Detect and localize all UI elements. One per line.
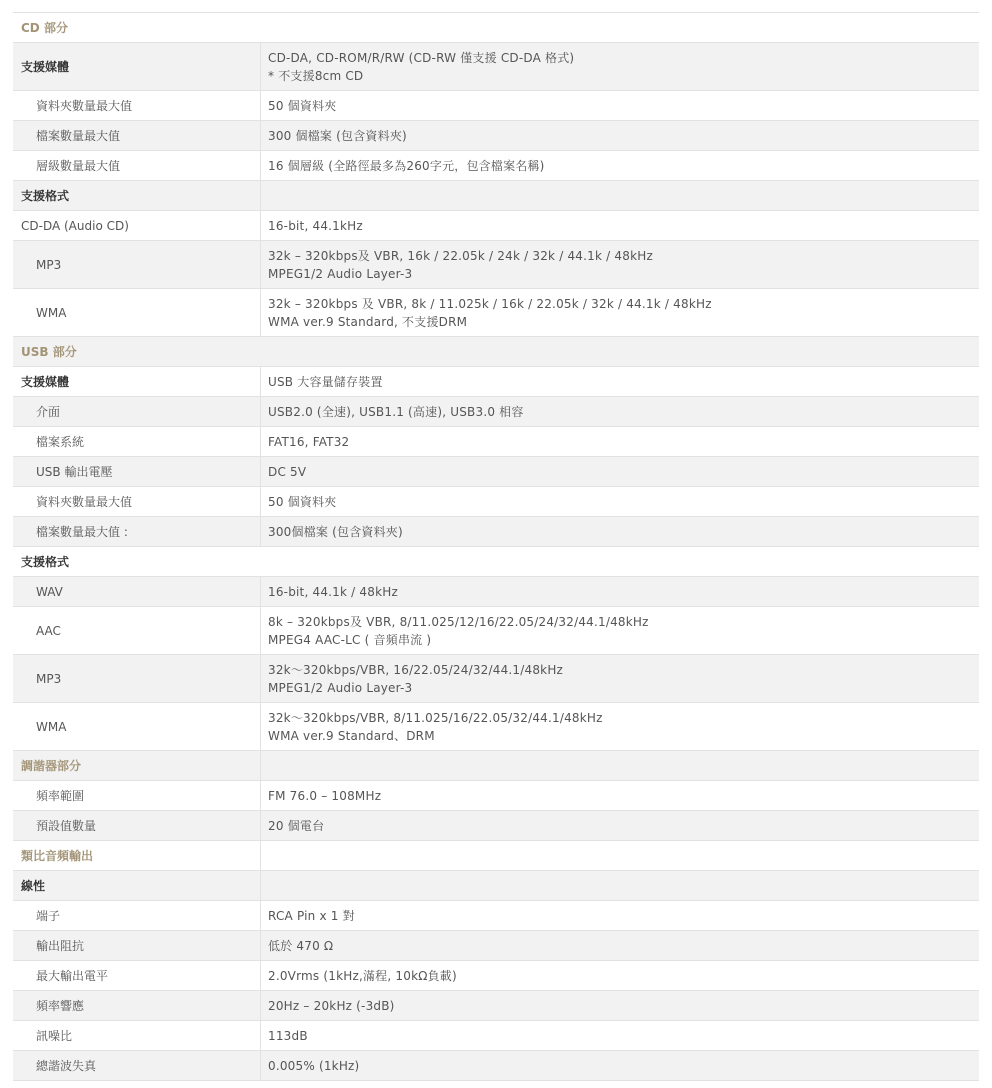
spec-value [260, 211, 979, 240]
spec-label: CD-DA (Audio CD) [21, 218, 129, 233]
spec-label: 頻率響應 [36, 998, 85, 1013]
spec-value-line: 16-bit, 44.1k / 48kHz [268, 584, 398, 599]
spec-row [13, 397, 979, 427]
spec-label: 線性 [21, 878, 46, 893]
spec-label: 總諧波失真 [36, 1058, 97, 1073]
spec-value [260, 457, 979, 486]
spec-row [13, 337, 979, 367]
spec-row [13, 91, 979, 121]
spec-label: 最大輸出電平 [36, 968, 109, 983]
spec-value-line: 20 個電台 [268, 818, 325, 833]
spec-label: 資料夾數量最大值 [36, 98, 133, 113]
spec-value [260, 961, 979, 990]
spec-value [260, 427, 979, 456]
spec-value [260, 151, 979, 180]
spec-label: 輸出阻抗 [36, 938, 85, 953]
spec-label: MP3 [36, 671, 62, 686]
spec-row [13, 121, 979, 151]
spec-value-line: MPEG1/2 Audio Layer-3 [268, 266, 413, 281]
spec-value-line: MPEG1/2 Audio Layer-3 [268, 680, 413, 695]
spec-value [260, 871, 979, 900]
spec-value-line: WMA ver.9 Standard、DRM [268, 728, 435, 743]
spec-value-line: FAT16, FAT32 [268, 434, 350, 449]
spec-value [260, 289, 979, 336]
spec-value-line: 32k～320kbps/VBR, 8/11.025/16/22.05/32/44.1/48kHz [268, 710, 603, 725]
spec-value-line: 50 個資料夾 [268, 98, 337, 113]
spec-row [13, 991, 979, 1021]
spec-value [260, 811, 979, 840]
spec-row [13, 1021, 979, 1051]
spec-row [13, 427, 979, 457]
section-heading: USB 部分 [21, 344, 77, 359]
spec-value [260, 1051, 979, 1080]
spec-row [13, 517, 979, 547]
section-heading: CD 部分 [21, 20, 68, 35]
spec-label: USB 輸出電壓 [36, 464, 113, 479]
spec-value-line: * 不支援8cm CD [268, 68, 364, 83]
spec-value [260, 931, 979, 960]
spec-row [13, 457, 979, 487]
spec-row [13, 43, 979, 91]
spec-row [13, 961, 979, 991]
spec-label: 預設值數量 [36, 818, 97, 833]
spec-value-line: 16 個層級 (全路徑最多為260字元，包含檔案名稱) [268, 158, 545, 173]
spec-value [260, 703, 979, 750]
spec-value-line: 16-bit, 44.1kHz [268, 218, 363, 233]
spec-value-line: 32k – 320kbps 及 VBR, 8k / 11.025k / 16k / 22.05k / 32k / 44.1k / 48kHz [268, 296, 712, 311]
spec-value-line: 50 個資料夾 [268, 494, 337, 509]
spec-value-line: 低於 470 Ω [268, 938, 334, 953]
spec-label: 介面 [36, 404, 61, 419]
spec-row [13, 577, 979, 607]
spec-row [13, 241, 979, 289]
spec-value [260, 181, 979, 210]
spec-label: 支援媒體 [21, 59, 70, 74]
spec-value-line: RCA Pin x 1 對 [268, 908, 355, 923]
spec-value-line: USB 大容量儲存裝置 [268, 374, 383, 389]
spec-label: 檔案系統 [36, 434, 85, 449]
spec-value-line: 300 個檔案 (包含資料夾) [268, 128, 407, 143]
spec-value [260, 91, 979, 120]
spec-row [13, 607, 979, 655]
section-heading: 調諧器部分 [21, 758, 82, 773]
spec-value-line: 300個檔案 (包含資料夾) [268, 524, 403, 539]
spec-label: 檔案數量最大值 : [36, 524, 128, 539]
spec-value-line: MPEG4 AAC-LC ( 音頻串流 ) [268, 632, 432, 647]
spec-value [260, 517, 979, 546]
spec-label: 支援格式 [21, 188, 70, 203]
spec-row [13, 901, 979, 931]
spec-label: WAV [36, 584, 63, 599]
spec-value-line: FM 76.0 – 108MHz [268, 788, 382, 803]
spec-row [13, 781, 979, 811]
spec-value [260, 841, 979, 870]
spec-value [260, 781, 979, 810]
spec-value [260, 991, 979, 1020]
spec-value [260, 577, 979, 606]
spec-table [13, 12, 979, 1081]
spec-label: 頻率範圍 [36, 788, 85, 803]
spec-value [260, 241, 979, 288]
spec-value-line: 113dB [268, 1028, 308, 1043]
spec-value [260, 751, 979, 780]
spec-value-line: 32k～320kbps/VBR, 16/22.05/24/32/44.1/48kHz [268, 662, 564, 677]
spec-row [13, 703, 979, 751]
spec-value [260, 43, 979, 90]
section-heading: 類比音頻輸出 [21, 848, 94, 863]
spec-value-line: 2.0Vrms (1kHz,滿程, 10kΩ負載) [268, 968, 457, 983]
spec-value [260, 607, 979, 654]
spec-label: 層級數量最大值 [36, 158, 121, 173]
spec-row [13, 871, 979, 901]
spec-row [13, 181, 979, 211]
spec-value [260, 1021, 979, 1050]
spec-row [13, 367, 979, 397]
spec-row [13, 547, 979, 577]
spec-label: 訊噪比 [36, 1028, 73, 1043]
spec-label: WMA [36, 305, 67, 320]
spec-row [13, 289, 979, 337]
spec-label: 支援媒體 [21, 374, 70, 389]
spec-row [13, 931, 979, 961]
spec-value-line: 20Hz – 20kHz (-3dB) [268, 998, 395, 1013]
spec-row [13, 811, 979, 841]
spec-row [13, 151, 979, 181]
spec-value-line: 0.005% (1kHz) [268, 1058, 360, 1073]
spec-value-line: USB2.0 (全速), USB1.1 (高速), USB3.0 相容 [268, 404, 524, 419]
spec-value [260, 655, 979, 702]
spec-label: 檔案數量最大值 [36, 128, 121, 143]
spec-value-line: 8k – 320kbps及 VBR, 8/11.025/12/16/22.05/24/32/44.1/48kHz [268, 614, 649, 629]
spec-row [13, 751, 979, 781]
spec-label: WMA [36, 719, 67, 734]
spec-row [13, 13, 979, 43]
spec-value [260, 901, 979, 930]
spec-label: 資料夾數量最大值 [36, 494, 133, 509]
spec-label: AAC [36, 623, 61, 638]
spec-label: 端子 [36, 908, 61, 923]
spec-label: MP3 [36, 257, 62, 272]
spec-value [260, 367, 979, 396]
spec-row [13, 211, 979, 241]
spec-value-line: CD-DA, CD-ROM/R/RW (CD-RW 僅支援 CD-DA 格式) [268, 50, 575, 65]
spec-value [260, 487, 979, 516]
spec-row [13, 1051, 979, 1081]
spec-value [260, 121, 979, 150]
spec-row [13, 487, 979, 517]
spec-row [13, 841, 979, 871]
spec-row [13, 655, 979, 703]
spec-value-line: WMA ver.9 Standard, 不支援DRM [268, 314, 468, 329]
spec-value-line: 32k – 320kbps及 VBR, 16k / 22.05k / 24k / 32k / 44.1k / 48kHz [268, 248, 653, 263]
spec-value [260, 397, 979, 426]
spec-value-line: DC 5V [268, 464, 307, 479]
spec-label: 支援格式 [21, 554, 70, 569]
